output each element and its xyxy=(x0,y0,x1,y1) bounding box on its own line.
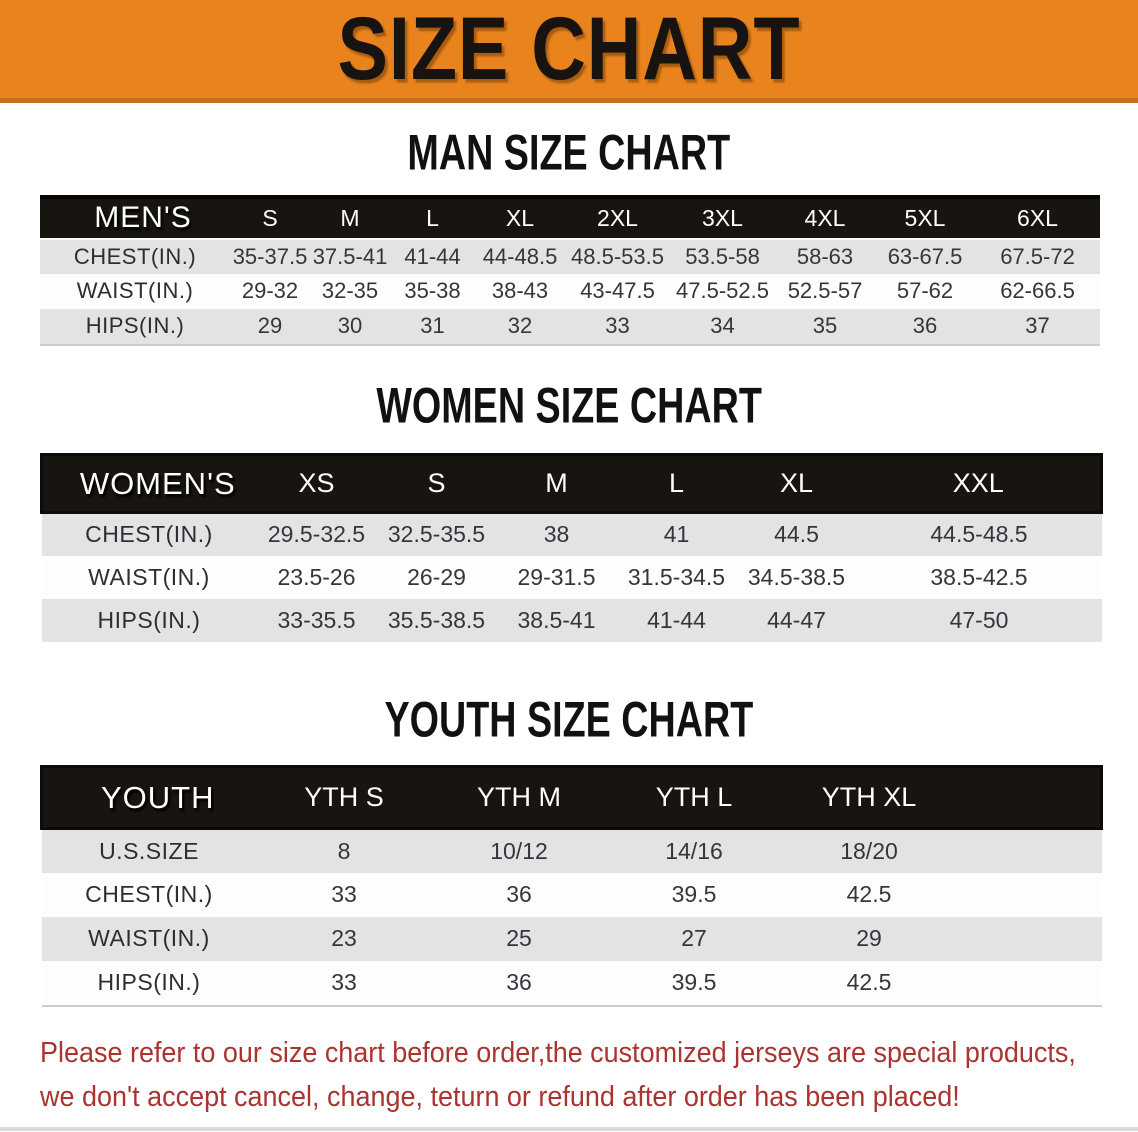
women-chest-row xyxy=(42,513,1102,556)
table-cell: 37 xyxy=(1025,313,1050,339)
table-cell: 33 xyxy=(331,881,357,908)
table-cell: 29-31.5 xyxy=(517,563,596,590)
men-table-label: MEN'S xyxy=(94,201,192,235)
table-cell: 47-50 xyxy=(949,606,1009,633)
youth-chest-row xyxy=(42,873,1102,917)
table-cell: 10/12 xyxy=(490,838,548,865)
man-section-heading-text: MAN SIZE CHART xyxy=(407,123,731,181)
women-table-label: WOMEN'S xyxy=(79,465,236,501)
table-cell: 37.5-41 xyxy=(312,243,388,269)
men-col-header: M xyxy=(340,204,360,231)
table-cell: 32-35 xyxy=(321,278,379,304)
women-section-heading xyxy=(0,376,1138,433)
row-label: U.S.SIZE xyxy=(99,838,199,865)
table-cell: 29 xyxy=(856,925,882,952)
row-label: WAIST(IN.) xyxy=(88,925,210,952)
row-label: CHEST(IN.) xyxy=(73,243,197,269)
man-section-heading xyxy=(0,123,1138,181)
table-cell: 41-44 xyxy=(647,606,706,633)
table-cell: 44.5-48.5 xyxy=(930,521,1028,548)
table-cell: 29-32 xyxy=(241,278,299,304)
table-cell: 38 xyxy=(543,521,570,548)
table-cell: 36 xyxy=(506,881,532,908)
men-col-header: 4XL xyxy=(804,204,846,231)
men-col-header: L xyxy=(426,204,439,231)
footer-note-line1: Please refer to our size chart before order,the customized jerseys are special products, xyxy=(40,1036,1076,1069)
youth-ussize-row xyxy=(42,829,1102,873)
table-cell: 31.5-34.5 xyxy=(627,563,726,590)
women-size-table xyxy=(40,453,1103,642)
men-hips-row xyxy=(40,309,1100,344)
table-cell: 14/16 xyxy=(665,838,723,865)
youth-size-table xyxy=(40,765,1103,1005)
table-cell: 43-47.5 xyxy=(580,278,655,304)
table-cell: 34.5-38.5 xyxy=(747,563,846,590)
row-label: WAIST(IN.) xyxy=(88,563,210,590)
table-cell: 25 xyxy=(506,925,532,952)
footer-note-line2: we don't accept cancel, change, teturn or refund after order has been placed! xyxy=(40,1080,960,1113)
youth-col-header: YTH L xyxy=(655,782,733,813)
youth-col-header: YTH S xyxy=(304,782,384,813)
table-cell: 41 xyxy=(663,521,690,548)
table-cell: 36 xyxy=(912,313,938,339)
men-col-header: 6XL xyxy=(1017,204,1058,231)
women-hips-row xyxy=(42,599,1102,642)
youth-hips-row xyxy=(42,961,1102,1005)
table-cell: 35.5-38.5 xyxy=(387,606,486,633)
youth-table-label: YOUTH xyxy=(101,779,215,815)
row-label: HIPS(IN.) xyxy=(97,969,201,996)
row-label: HIPS(IN.) xyxy=(97,606,201,633)
table-cell: 38.5-41 xyxy=(517,606,596,633)
table-cell: 32 xyxy=(507,313,533,339)
youth-waist-row xyxy=(42,917,1102,961)
women-col-header: S xyxy=(427,468,446,499)
men-col-header: S xyxy=(262,204,278,231)
men-col-header: XL xyxy=(505,204,535,231)
table-cell: 23 xyxy=(331,925,357,952)
men-waist-row xyxy=(40,274,1100,309)
table-cell: 63-67.5 xyxy=(887,243,963,269)
table-cell: 36 xyxy=(506,969,532,996)
table-cell: 53.5-58 xyxy=(685,243,760,269)
row-label: WAIST(IN.) xyxy=(76,278,194,304)
women-col-header: XS xyxy=(298,468,335,499)
page-title: SIZE CHART xyxy=(337,0,801,99)
table-cell: 8 xyxy=(337,838,351,865)
table-cell: 52.5-57 xyxy=(787,278,863,304)
table-cell: 39.5 xyxy=(671,969,717,996)
women-waist-row xyxy=(42,556,1102,599)
women-col-header: XXL xyxy=(952,468,1004,499)
table-cell: 33 xyxy=(331,969,357,996)
table-cell: 58-63 xyxy=(796,243,854,269)
table-cell: 44-48.5 xyxy=(482,243,558,269)
table-cell: 57-62 xyxy=(896,278,954,304)
table-cell: 27 xyxy=(681,925,707,952)
men-chest-row xyxy=(40,239,1100,274)
spacer-cell xyxy=(957,873,1102,917)
women-section-heading-text: WOMEN SIZE CHART xyxy=(376,376,762,433)
table-cell: 41-44 xyxy=(404,243,461,269)
youth-section-heading xyxy=(0,690,1138,747)
table-cell: 42.5 xyxy=(846,969,892,996)
youth-section-heading-text: YOUTH SIZE CHART xyxy=(384,690,754,747)
table-cell: 47.5-52.5 xyxy=(676,278,769,304)
youth-col-header: YTH XL xyxy=(821,782,917,813)
men-col-header: 3XL xyxy=(702,204,743,231)
spacer-cell xyxy=(957,917,1102,961)
table-cell: 32.5-35.5 xyxy=(387,521,486,548)
table-cell: 33-35.5 xyxy=(277,606,356,633)
table-cell: 44.5 xyxy=(774,521,819,548)
spacer-cell xyxy=(957,767,1102,829)
table-cell: 33 xyxy=(605,313,630,339)
youth-col-header: YTH M xyxy=(477,782,561,813)
table-cell: 35-37.5 xyxy=(232,243,308,269)
table-cell: 38-43 xyxy=(491,278,549,304)
table-cell: 35 xyxy=(812,313,838,339)
men-col-header: 5XL xyxy=(904,204,946,231)
youth-header-row xyxy=(42,767,1102,829)
table-cell: 23.5-26 xyxy=(277,563,356,590)
row-label: HIPS(IN.) xyxy=(85,313,185,339)
table-cell: 62-66.5 xyxy=(1000,278,1075,304)
table-cell: 48.5-53.5 xyxy=(571,243,664,269)
table-cell: 34 xyxy=(710,313,735,339)
table-cell: 29 xyxy=(257,313,283,339)
table-cell: 26-29 xyxy=(407,563,466,590)
row-label: CHEST(IN.) xyxy=(85,521,213,548)
table-cell: 39.5 xyxy=(671,881,717,908)
row-label: CHEST(IN.) xyxy=(85,881,213,908)
women-col-header: XL xyxy=(779,468,814,499)
women-header-row xyxy=(42,455,1102,513)
women-col-header: L xyxy=(668,468,685,499)
table-cell: 42.5 xyxy=(846,881,892,908)
banner xyxy=(0,0,1138,103)
table-cell: 67.5-72 xyxy=(1000,243,1075,269)
men-col-header: 2XL xyxy=(597,204,638,231)
table-cell: 35-38 xyxy=(404,278,461,304)
footer-note xyxy=(40,1031,1118,1119)
women-col-header: M xyxy=(545,468,568,499)
table-cell: 38.5-42.5 xyxy=(930,563,1028,590)
men-size-table xyxy=(40,195,1100,344)
spacer-cell xyxy=(957,829,1102,873)
men-header-row xyxy=(40,197,1100,239)
bottom-edge-line xyxy=(0,1127,1138,1131)
table-cell: 30 xyxy=(337,313,363,339)
table-cell: 44-47 xyxy=(767,606,826,633)
table-cell: 18/20 xyxy=(840,838,898,865)
table-cell: 31 xyxy=(420,313,445,339)
table-cell: 29.5-32.5 xyxy=(267,521,366,548)
spacer-cell xyxy=(957,961,1102,1005)
